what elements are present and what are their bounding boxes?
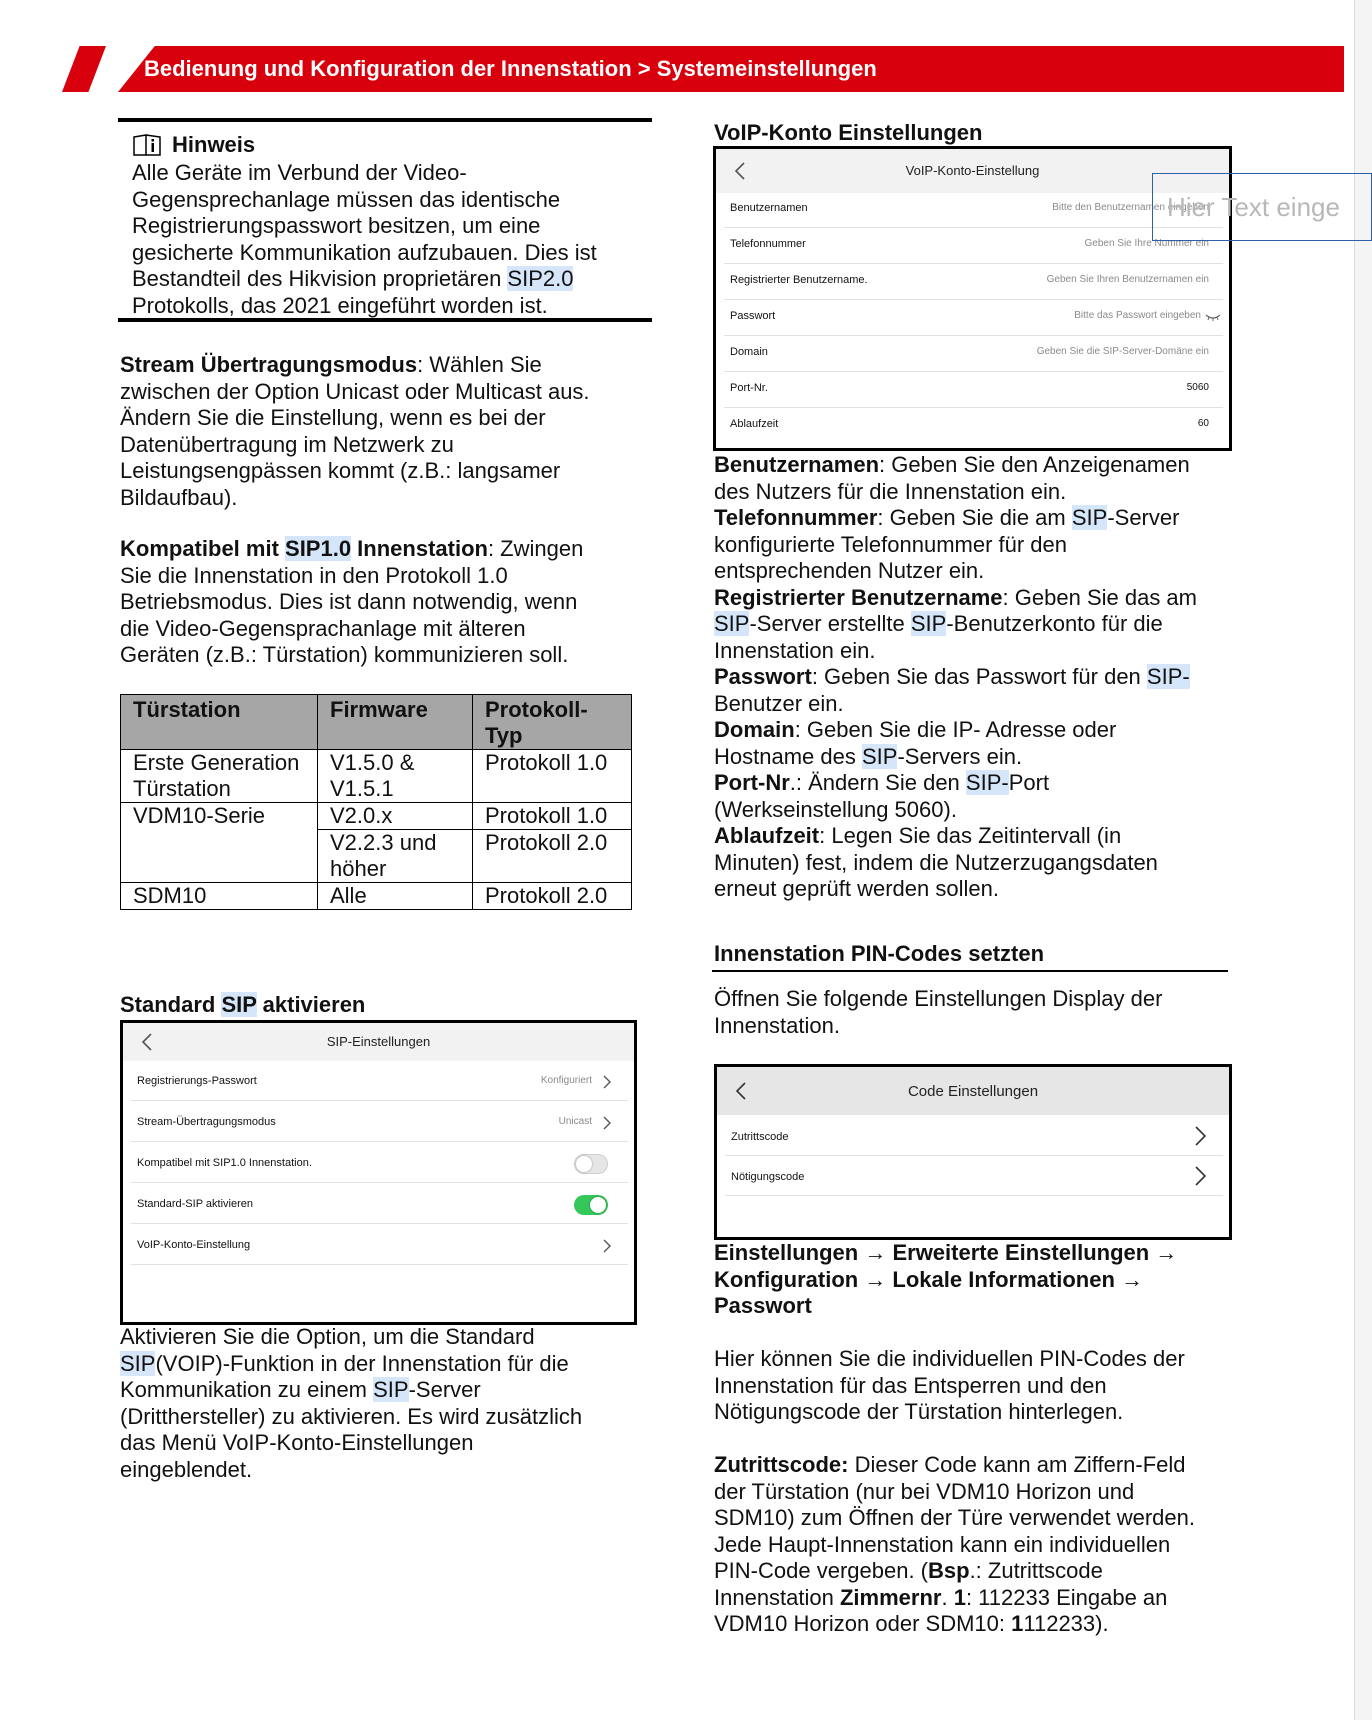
setting-value: Konfiguriert xyxy=(540,1075,592,1086)
term-label: Passwort xyxy=(714,664,812,689)
para-line: Innenstation. xyxy=(714,1012,840,1038)
para-text: .: Zutrittscode xyxy=(969,1558,1103,1583)
compat-label: Innenstation xyxy=(351,536,488,561)
setting-value: Unicast xyxy=(558,1116,592,1127)
sip-highlight: SIP- xyxy=(1146,664,1190,689)
section-banner xyxy=(62,46,1282,92)
chevron-right-icon xyxy=(600,1074,614,1090)
para-line xyxy=(714,744,1234,771)
para-text: 1 xyxy=(1011,1611,1024,1636)
screen-title: SIP-Einstellungen xyxy=(326,1034,431,1049)
para-line: Innenstation ein. xyxy=(714,637,876,663)
banner-title: Bedienung und Konfiguration der Innenstation > Systemeinstellungen xyxy=(144,56,877,81)
para-text: : Wählen Sie xyxy=(417,352,542,377)
voip-row-phone[interactable] xyxy=(724,227,1223,264)
screen-title: Code Einstellungen xyxy=(907,1083,1039,1100)
para-text: : Zwingen xyxy=(487,536,584,561)
para-line xyxy=(120,536,640,563)
setting-row-registration-password[interactable] xyxy=(131,1064,628,1101)
hint-title: Hinweis xyxy=(172,132,256,157)
toggle-knob xyxy=(576,1156,592,1172)
para-line: Sie die Innenstation in den Protokoll 1.0 xyxy=(120,562,508,588)
table-row xyxy=(121,803,632,830)
para-line: konfigurierte Telefonnummer für den xyxy=(714,531,1068,557)
menu-path xyxy=(714,1240,1234,1320)
para-line: zwischen der Option Unicast oder Multicast aus. xyxy=(120,378,590,404)
hint-text xyxy=(132,160,642,319)
access-code-description xyxy=(714,1452,1244,1638)
voip-row-username[interactable] xyxy=(724,191,1223,228)
eye-closed-icon[interactable] xyxy=(1205,312,1221,322)
para-text: . xyxy=(941,1584,954,1610)
table-header: Protokoll-Typ xyxy=(473,695,632,750)
table-cell: SDM10 xyxy=(121,883,318,910)
para-line: Minuten) fest, indem die Nutzerzugangsdaten xyxy=(714,849,1158,875)
setting-label: Nötigungscode xyxy=(731,1171,805,1183)
para-text: : Geben Sie die IP- Adresse oder xyxy=(794,717,1117,742)
chevron-right-icon xyxy=(600,1238,614,1254)
setting-row-stream-mode[interactable] xyxy=(131,1105,628,1142)
sip-highlight: SIP xyxy=(714,611,750,636)
setting-label: Kompatibel mit SIP1.0 Innenstation. xyxy=(137,1157,312,1169)
para-line xyxy=(714,452,1234,479)
para-line: Einstellungen → Erweiterte Einstellungen → xyxy=(714,1240,1178,1265)
para-text: Kommunikation zu einem xyxy=(120,1377,374,1402)
setting-label: Registrierter Benutzername. xyxy=(730,274,868,286)
para-line xyxy=(120,1351,650,1378)
para-text: 1 xyxy=(953,1584,966,1610)
para-line: des Nutzers für die Innenstation ein. xyxy=(714,478,1067,504)
para-line xyxy=(714,1452,1244,1479)
para-text: VDM10 Horizon oder SDM10: xyxy=(714,1611,1012,1636)
para-line: Ändern Sie die Einstellung, wenn es bei der xyxy=(120,405,546,430)
table-cell: Alle xyxy=(318,883,473,910)
voip-row-password[interactable] xyxy=(724,299,1223,336)
sip-highlight: SIP xyxy=(910,611,947,636)
term-label: Registrierter Benutzername xyxy=(714,584,1003,610)
table-cell: Protokoll 1.0 xyxy=(473,803,632,830)
para-text: PIN-Code vergeben. ( xyxy=(714,1558,928,1583)
sip-highlight: SIP1.0 xyxy=(285,536,352,561)
hint-line: Registrierungspasswort besitzen, um eine xyxy=(132,213,541,238)
voip-heading: VoIP-Konto Einstellungen xyxy=(714,120,983,145)
para-text: : Legen Sie das Zeitintervall (in xyxy=(819,823,1122,848)
page-edge-scrollbar[interactable] xyxy=(1354,0,1372,1720)
hint-header xyxy=(132,132,255,158)
para-line xyxy=(714,823,1234,850)
para-line: Aktivieren Sie die Option, um die Standard xyxy=(120,1324,535,1349)
term-label: Telefonnummer xyxy=(714,505,878,530)
chevron-right-icon xyxy=(1191,1125,1209,1147)
term-label: Port-Nr xyxy=(714,770,790,795)
para-text: : Geben Sie das am xyxy=(1002,584,1197,610)
para-text: -Server xyxy=(1107,505,1180,530)
para-line xyxy=(714,505,1234,532)
setting-label: Domain xyxy=(730,346,768,358)
std-sip-description xyxy=(120,1324,650,1483)
para-line xyxy=(714,1558,1244,1585)
screen-header xyxy=(717,1067,1229,1115)
hint-box xyxy=(118,118,652,322)
para-text: : Geben Sie das Passwort für den xyxy=(811,664,1147,689)
hint-line: Gegensprechanlage müssen das identische xyxy=(132,186,561,212)
sip-highlight: SIP xyxy=(373,1377,409,1402)
setting-row-sip1-compat xyxy=(131,1146,628,1183)
para-text: (VOIP)-Funktion in der Innenstation für die xyxy=(155,1350,569,1376)
para-text: .: Ändern Sie den xyxy=(789,770,966,795)
para-line: Öffnen Sie folgende Einstellungen Display der xyxy=(714,986,1163,1011)
compat-paragraph xyxy=(120,536,640,669)
para-text: -Server xyxy=(408,1377,481,1402)
hint-line: gesicherte Kommunikation aufzubauen. Dies ist xyxy=(132,239,597,265)
password-input[interactable]: Bitte das Passwort eingeben xyxy=(1074,310,1201,321)
para-text: Hostname des xyxy=(714,743,862,769)
voip-row-port[interactable] xyxy=(724,371,1223,408)
para-line: Hier können Sie die individuellen PIN-Codes der xyxy=(714,1346,1185,1371)
para-line: entsprechenden Nutzer ein. xyxy=(714,558,985,583)
screen-header xyxy=(123,1023,634,1061)
setting-label: Benutzernamen xyxy=(730,202,808,214)
term-label: Domain xyxy=(714,717,795,742)
para-text: 112233). xyxy=(1023,1611,1109,1636)
para-text: Innenstation xyxy=(714,1584,840,1610)
hint-text-part: Bestandteil des Hikvision proprietären xyxy=(132,266,508,291)
para-line: (Dritthersteller) zu aktivieren. Es wird zusätzlich xyxy=(120,1403,583,1429)
sip-highlight: SIP xyxy=(1071,505,1108,530)
para-text: : Geben Sie die am xyxy=(877,505,1072,530)
para-line: (Werkseinstellung 5060). xyxy=(714,796,957,822)
voip-row-expiry[interactable] xyxy=(724,407,1223,443)
setting-label: Ablaufzeit xyxy=(730,418,779,430)
para-line: Geräten (z.B.: Türstation) kommunizieren soll. xyxy=(120,642,569,667)
setting-label: VoIP-Konto-Einstellung xyxy=(137,1239,251,1251)
table-row xyxy=(121,883,632,910)
term-label: Ablaufzeit xyxy=(714,823,820,848)
para-line xyxy=(120,1377,650,1404)
chevron-right-icon xyxy=(1191,1165,1209,1187)
heading-text: aktivieren xyxy=(256,992,366,1017)
port-input[interactable]: 5060 xyxy=(1186,382,1209,393)
heading-text: Standard xyxy=(120,992,222,1017)
table-cell: Protokoll 1.0 xyxy=(473,750,632,803)
textbox-placeholder: Hier Text einge xyxy=(1167,192,1340,222)
para-text: -Server erstellte xyxy=(749,611,911,636)
stream-label: Stream Übertragungsmodus xyxy=(120,352,418,377)
pin-intro xyxy=(714,986,1234,1039)
expiry-input[interactable]: 60 xyxy=(1197,418,1209,429)
stream-paragraph xyxy=(120,352,640,511)
reg-username-input[interactable]: Geben Sie Ihren Benutzernamen ein xyxy=(1046,274,1209,285)
para-line: das Menü VoIP-Konto-Einstellungen xyxy=(120,1430,474,1455)
std-sip-heading xyxy=(120,992,365,1018)
setting-label: Passwort xyxy=(730,310,776,322)
domain-input[interactable]: Geben Sie die SIP-Server-Domäne ein xyxy=(1036,346,1209,357)
table-header: Türstation xyxy=(121,695,318,750)
banner-slash-decoration xyxy=(62,46,106,92)
pin-description xyxy=(714,1346,1234,1426)
para-line: die Video-Gegensprachanlage mit älteren xyxy=(120,615,526,641)
sip-highlight: SIP xyxy=(861,743,898,769)
table-cell: Erste Generation Türstation xyxy=(121,750,318,803)
voip-description xyxy=(714,452,1234,903)
para-line: Konfiguration → Lokale Informationen → xyxy=(714,1266,1143,1292)
para-text: : Geben Sie den Anzeigenamen xyxy=(879,452,1190,477)
standard-sip-toggle[interactable] xyxy=(574,1195,608,1215)
screen-title: VoIP-Konto-Einstellung xyxy=(905,163,1040,178)
para-line: Benutzer ein. xyxy=(714,690,844,716)
sip-settings-screen xyxy=(120,1020,637,1325)
para-line: Nötigungscode der Türstation hinterlegen. xyxy=(714,1399,1124,1424)
setting-label: Zutrittscode xyxy=(731,1131,789,1143)
para-line: Betriebsmodus. Dies ist dann notwendig, wenn xyxy=(120,589,578,614)
table-cell: V1.5.0 & V1.5.1 xyxy=(318,750,473,803)
para-line: erneut geprüft werden sollen. xyxy=(714,876,999,901)
hint-line: Protokolls, das 2021 eingeführt worden ist. xyxy=(132,292,548,318)
table-header: Firmware xyxy=(318,695,473,750)
setting-label: Port-Nr. xyxy=(730,382,768,394)
term-label: Benutzernamen xyxy=(714,452,880,477)
firmware-table xyxy=(120,694,632,910)
text-input-box[interactable] xyxy=(1152,173,1372,241)
para-text: Bsp xyxy=(928,1558,970,1583)
table-cell: Protokoll 2.0 xyxy=(473,883,632,910)
para-line xyxy=(714,717,1234,744)
term-label: Zutrittscode: xyxy=(714,1452,849,1477)
toggle-knob xyxy=(590,1197,606,1213)
para-line: Jede Haupt-Innenstation kann ein individuellen xyxy=(714,1531,1171,1557)
para-text: Zimmernr xyxy=(839,1584,942,1610)
sip-highlight: SIP2.0 xyxy=(507,266,574,291)
username-input[interactable]: Bitte den Benutzernamen eingeben xyxy=(1052,202,1209,213)
para-line: Bildaufbau). xyxy=(120,484,238,510)
para-text: : 112233 Eingabe an xyxy=(965,1584,1168,1610)
table-row xyxy=(121,750,632,803)
para-line: der Türstation (nur bei VDM10 Horizon und xyxy=(714,1478,1135,1504)
para-text: Dieser Code kann am Ziffern-Feld xyxy=(848,1452,1186,1477)
para-line: Passwort xyxy=(714,1293,812,1318)
table-cell: VDM10-Serie xyxy=(121,803,318,883)
para-line xyxy=(714,1611,1244,1638)
sip1-compat-toggle[interactable] xyxy=(574,1154,608,1174)
sip-highlight: SIP- xyxy=(965,770,1009,795)
table-cell: Protokoll 2.0 xyxy=(473,830,632,883)
sip-highlight: SIP xyxy=(120,1350,156,1376)
book-info-icon xyxy=(132,133,162,157)
setting-row-voip-account[interactable] xyxy=(131,1228,628,1265)
para-line: Innenstation für das Entsperren und den xyxy=(714,1372,1107,1398)
para-text: -Servers ein. xyxy=(897,743,1023,769)
pin-heading: Innenstation PIN-Codes setzten xyxy=(714,941,1045,966)
table-header-row xyxy=(121,695,632,750)
setting-label: Telefonnummer xyxy=(730,238,806,250)
code-settings-screen xyxy=(714,1064,1232,1240)
voip-row-domain[interactable] xyxy=(724,335,1223,372)
setting-label: Stream-Übertragungsmodus xyxy=(137,1116,276,1128)
para-line xyxy=(714,611,1234,638)
para-line xyxy=(714,770,1234,797)
para-line xyxy=(120,352,640,379)
para-line xyxy=(714,664,1234,691)
para-line xyxy=(714,585,1234,612)
table-cell: V2.0.x xyxy=(318,803,473,830)
setting-label: Registrierungs-Passwort xyxy=(137,1075,257,1087)
para-line: SDM10) zum Öffnen der Türe verwendet werden. xyxy=(714,1505,1195,1530)
setting-row-standard-sip xyxy=(131,1187,628,1224)
para-line: Datenübertragung im Netzwerk zu xyxy=(120,431,454,457)
code-row-access[interactable] xyxy=(725,1117,1223,1156)
compat-label: Kompatibel mit xyxy=(120,536,286,561)
setting-label: Standard-SIP aktivieren xyxy=(137,1198,253,1210)
code-row-duress[interactable] xyxy=(725,1157,1223,1196)
para-text: -Benutzerkonto für die xyxy=(946,611,1163,636)
para-line: Leistungsengpässen kommt (z.B.: langsamer xyxy=(120,458,561,483)
para-line xyxy=(714,1585,1244,1612)
phone-input[interactable]: Geben Sie Ihre Nummer ein xyxy=(1084,238,1209,249)
chevron-right-icon xyxy=(600,1115,614,1131)
voip-row-reg-username[interactable] xyxy=(724,263,1223,300)
hint-line: Alle Geräte im Verbund der Video- xyxy=(132,160,467,185)
heading-divider xyxy=(712,970,1228,972)
hint-line xyxy=(132,266,642,293)
sip-highlight: SIP xyxy=(221,992,257,1017)
para-line: eingeblendet. xyxy=(120,1456,253,1482)
table-cell: V2.2.3 und höher xyxy=(318,830,473,883)
para-text: Port xyxy=(1008,770,1050,795)
